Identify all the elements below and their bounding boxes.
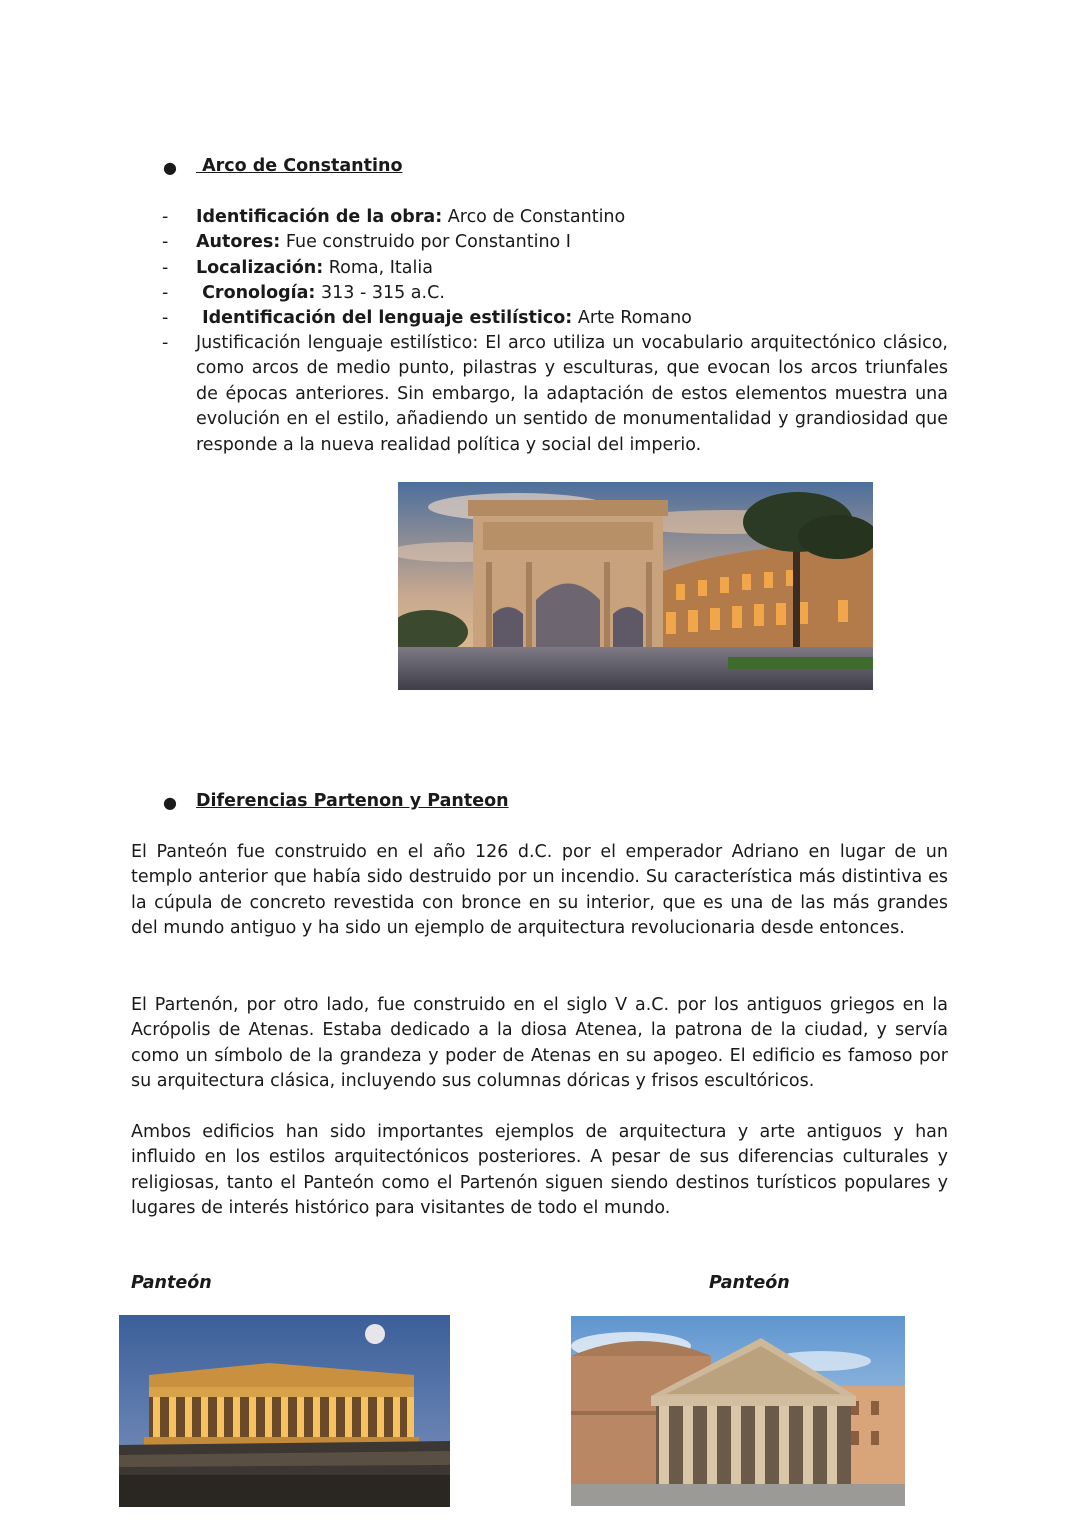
justification-text: Justificación lenguaje estilístico: El arco utiliza un vocabulario arquitectónico clásico, como arcos de medio punto, pilastras y esculturas, que evocan los arcos triunfales de épocas anteriores. Sin embargo, la adaptación de estos elementos muestra una evolución en el estilo, añadiendo un sentido de monumentalidad y grandiosidad que responde a la nueva realidad política y social del imperio. (196, 333, 948, 455)
dash-marker: - (162, 258, 169, 278)
partenon-photo (119, 1315, 450, 1507)
field-label: Cronología: (196, 283, 316, 303)
section-heading-diferencias: Diferencias Partenon y Panteon (196, 791, 509, 811)
field-value: 313 - 315 a.C. (315, 283, 445, 303)
bullet-icon: ● (163, 793, 177, 812)
field-label: Autores: (196, 232, 281, 252)
dash-marker: - (162, 207, 169, 227)
field-identificacion (196, 207, 625, 227)
field-value: Fue construido por Constantino I (280, 232, 571, 252)
field-value: Arte Romano (572, 308, 692, 328)
field-label: Identificación del lenguaje estilístico: (196, 308, 573, 328)
dash-marker: - (162, 232, 169, 252)
paragraph-partenon: El Partenón, por otro lado, fue construido en el siglo V a.C. por los antiguos griegos en la Acrópolis de Atenas. Estaba dedicado a la diosa Atenea, la patrona de la ciudad, y servía como un símbolo de la grandeza y poder de Atenas en su apogeo. El edificio es famoso por su arquitectura clásica, incluyendo sus columnas dóricas y frisos escultóricos. (131, 995, 948, 1092)
field-autores (196, 232, 571, 252)
caption-left: Panteón (131, 1273, 212, 1293)
field-value: Roma, Italia (323, 258, 433, 278)
section-heading-arco: Arco de Constantino (196, 156, 403, 176)
field-label: Identificación de la obra: (196, 207, 443, 227)
dash-marker: - (162, 333, 169, 353)
arco-constantino-photo (398, 482, 873, 690)
field-lenguaje (196, 308, 692, 328)
field-cronologia (196, 283, 445, 303)
dash-marker: - (162, 308, 169, 328)
field-label: Localización: (196, 258, 324, 278)
paragraph-panteon: El Panteón fue construido en el año 126 d.C. por el emperador Adriano en lugar de un templo anterior que había sido destruido por un incendio. Su característica más distintiva es la cúpula de concreto revestida con bronce en su interior, que es una de las más grandes del mundo antiguo y ha sido un ejemplo de arquitectura revolucionaria desde entonces. (131, 842, 948, 939)
caption-right: Panteón (709, 1273, 790, 1293)
dash-marker: - (162, 283, 169, 303)
panteon-photo (571, 1316, 905, 1506)
field-localizacion (196, 258, 433, 278)
paragraph-ambos: Ambos edificios han sido importantes ejemplos de arquitectura y arte antiguos y han influido en los estilos arquitectónicos posteriores. A pesar de sus diferencias culturales y religiosas, tanto el Panteón como el Partenón siguen siendo destinos turísticos populares y lugares de interés histórico para visitantes de todo el mundo. (131, 1122, 948, 1219)
bullet-icon: ● (163, 158, 177, 177)
field-value: Arco de Constantino (442, 207, 626, 227)
